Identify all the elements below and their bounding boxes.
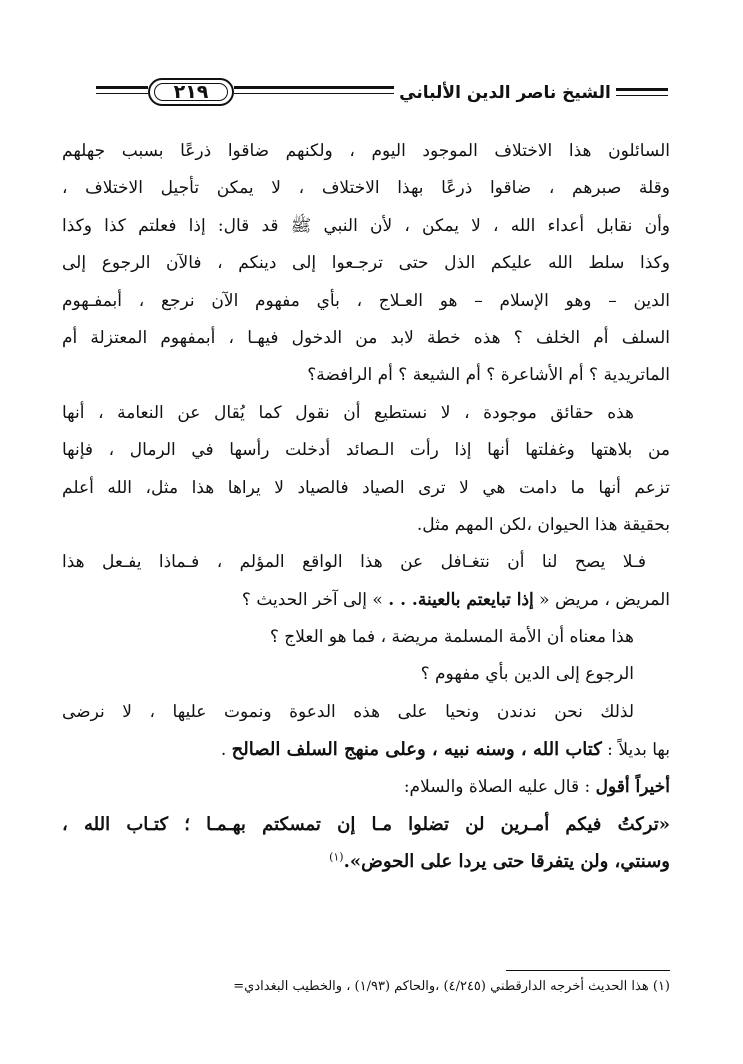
header-rule-middle — [234, 86, 394, 89]
text-line: وقلة صبرهم ، ضاقوا ذرعًا بهذا الاختلاف ، لا يمكن تأجيل الاختلاف ، — [62, 178, 670, 199]
text-line — [62, 731, 670, 768]
text-line: تزعم أنها ما دامت هي لا ترى الصياد فالصياد لا يراها هذا مثل، الله أعلم — [62, 477, 670, 498]
text-line — [62, 582, 670, 619]
text-run: بها بديلاً : — [601, 740, 670, 761]
running-title: الشيخ ناصر الدين الألباني — [399, 83, 611, 103]
header-rule-right — [616, 88, 668, 91]
text-run: » إلى آخر الحديث ؟ — [241, 589, 389, 610]
page-number: ٢١٩ — [148, 78, 234, 106]
text-line: لذلك نحن ندندن ونحيا على هذه الدعوة ونموت عليها ، لا نرضى — [62, 701, 634, 722]
emphasis-text: أخيراً أقول — [595, 776, 670, 797]
text-line: وكذا سلط الله عليكم الذل حتى ترجـعوا إلى دينكم ، فالآن الرجوع إلى — [62, 253, 670, 274]
hadith-quote: وسنتي، ولن يتفرقا حتى يردا على الحوض». — [343, 851, 670, 873]
text-line: السلف أم الخلف ؟ هذه خطة لابد من الدخول فيهـا ، أبمفهوم المعتزلة أم — [62, 327, 670, 348]
text-line: من بلاهتها وغفلتها أنها إذا رأت الـصائد أدخلت رأسها في الرمال ، فإنها — [62, 440, 670, 461]
text-line — [62, 806, 670, 843]
header-rule-middle-thin — [234, 93, 394, 94]
text-run: . — [220, 740, 232, 761]
text-line: بحقيقة هذا الحيوان ،لكن المهم مثل. — [416, 514, 670, 535]
text-run: المريض ، مريض « — [533, 589, 670, 610]
text-line: هذا معناه أن الأمة المسلمة مريضة ، فما هو العلاج ؟ — [269, 627, 634, 648]
header-rule-left — [96, 86, 148, 89]
text-line: وأن نقابل أعداء الله ، لا يمكن ، لأن النبي ﷺ قد قال: إذا فعلتم كذا وكذا — [62, 215, 670, 236]
header-rule-left-thin — [96, 93, 148, 94]
text-line: فـلا يصح لنا أن نتغـافل عن هذا الواقع المؤلم ، فـماذا يفـعل هذا — [62, 552, 646, 573]
footnote-separator — [506, 970, 670, 971]
header-rule-right-thin — [616, 95, 668, 96]
hadith-quote: «تركتُ فيكم أمـرين لن تضلوا مـا إن تمسكتم بهـمـا ؛ كتـاب الله ، — [62, 814, 670, 836]
footnote-ref: (١) — [329, 850, 344, 864]
text-line: الدين – وهو الإسلام – هو العـلاج ، بأي مفهوم الآن نرجع ، أبمفـهوم — [62, 290, 670, 311]
emphasis-text: كتاب الله ، وسنه نبيه ، وعلى منهج السلف الصالح — [231, 739, 602, 761]
text-run: : قال عليه الصلاة والسلام: — [403, 776, 596, 797]
footnote: (١) هذا الحديث أخرجه الدارقطني (٤/٢٤٥) ،والحاكم (١/٩٣) ، والخطيب البغدادي= — [233, 979, 670, 994]
text-line — [62, 769, 670, 806]
text-line: الرجوع إلى الدين بأي مفهوم ؟ — [420, 664, 634, 685]
text-line: السائلون هذا الاختلاف الموجود اليوم ، ولكنهم ضاقوا ذرعًا بسبب جهلهم — [62, 141, 670, 161]
text-line — [62, 843, 670, 880]
text-line: هذه حقائق موجودة ، لا نستطيع أن نقول كما يُقال عن النعامة ، أنها — [62, 402, 634, 423]
body-text — [62, 133, 670, 881]
hadith-quote: إذا تبايعتم بالعينة. . . — [388, 589, 534, 610]
text-line: الماتريدية ؟ أم الأشاعرة ؟ أم الشيعة ؟ أم الرافضة؟ — [307, 365, 670, 386]
